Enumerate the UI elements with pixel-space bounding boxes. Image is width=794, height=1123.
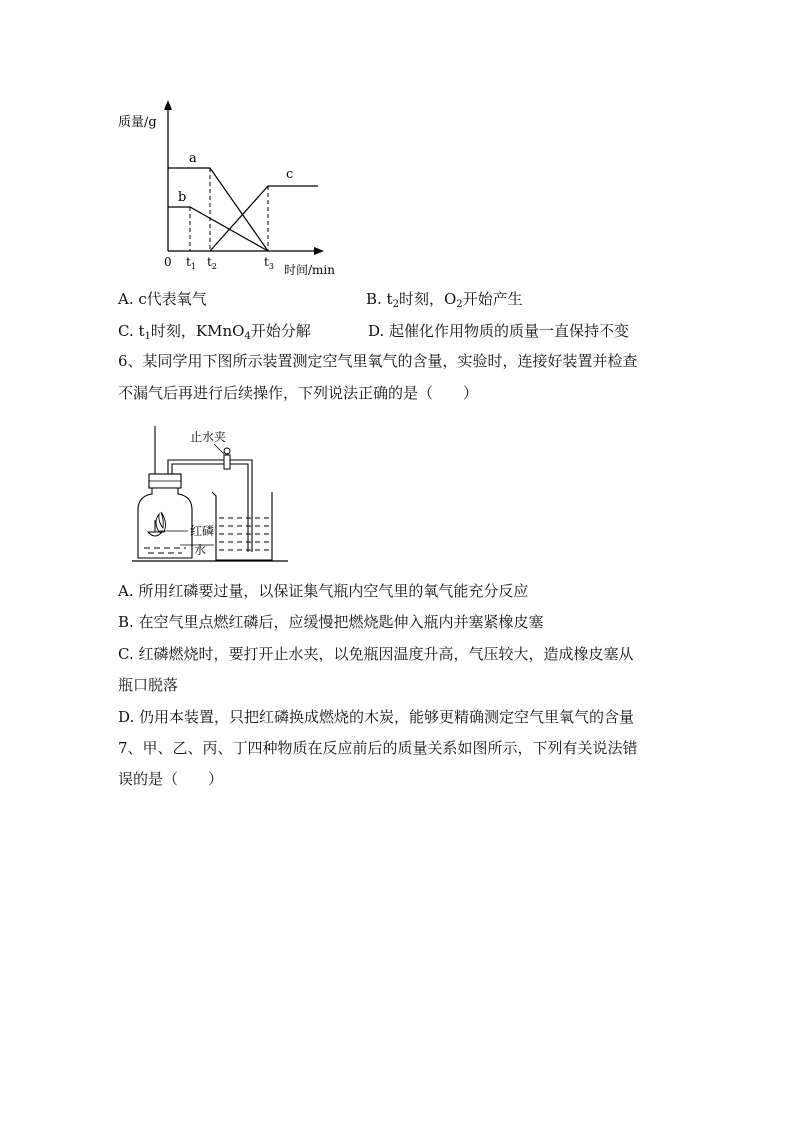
tick-label-t2: $t_2$ [207, 255, 217, 271]
beaker-water [219, 518, 269, 550]
q5-option-b: B. $t_2$时刻，$O_2$开始产生 [366, 290, 523, 310]
tick-label-t3: $t_3$ [264, 255, 274, 271]
curve-c [210, 186, 318, 251]
curve-label-a: a [189, 151, 197, 166]
q7-stem-line1: 7、甲、乙、丙、丁四种物质在反应前后的质量关系如图所示，下列有关说法错 [118, 739, 638, 757]
y-axis-label: 质量/g [118, 115, 157, 130]
q5-option-d: D. 起催化作用物质的质量一直保持不变 [368, 322, 630, 340]
q5-option-c: C. $t_1$时刻，KMnO$_4$开始分解 [118, 322, 311, 342]
y-axis-arrow [164, 100, 172, 110]
origin-label: 0 [164, 255, 172, 269]
label-water: 水 [194, 543, 207, 557]
q6-stem-line1: 6、某同学用下图所示装置测定空气里氧气的含量，实验时，连接好装置并检查 [118, 352, 638, 370]
q6-option-d: D. 仍用本装置，只把红磷换成燃烧的木炭，能够更精确测定空气里氧气的含量 [118, 708, 635, 726]
mass-time-chart [112, 96, 352, 286]
curve-label-b: b [178, 190, 187, 205]
q6-stem-line2: 不漏气后再进行后续操作，下列说法正确的是（ ） [118, 384, 479, 402]
q7-stem-line2: 误的是（ ） [118, 770, 224, 788]
x-axis-arrow [314, 247, 324, 255]
label-phosphorus: 红磷 [190, 524, 215, 538]
q6-option-c-line2: 瓶口脱落 [118, 676, 179, 694]
q6-option-b: B. 在空气里点燃红磷后，应缓慢把燃烧匙伸入瓶内并塞紧橡皮塞 [118, 613, 544, 631]
q5-option-a: A. c代表氧气 [118, 290, 207, 308]
q6-option-c-line1: C. 红磷燃烧时，要打开止水夹，以免瓶因温度升高，气压较大，造成橡皮塞从 [118, 645, 634, 663]
x-axis-label: 时间/min [284, 263, 335, 277]
curve-a [168, 168, 268, 251]
apparatus-diagram [130, 424, 290, 569]
curve-label-c: c [286, 167, 294, 182]
label-clamp: 止水夹 [190, 430, 227, 444]
q6-option-a: A. 所用红磷要过量，以保证集气瓶内空气里的氧气能充分反应 [118, 582, 529, 600]
clamp [224, 455, 230, 469]
clamp-label-leader [214, 444, 224, 454]
tick-label-t1: $t_1$ [186, 255, 196, 271]
